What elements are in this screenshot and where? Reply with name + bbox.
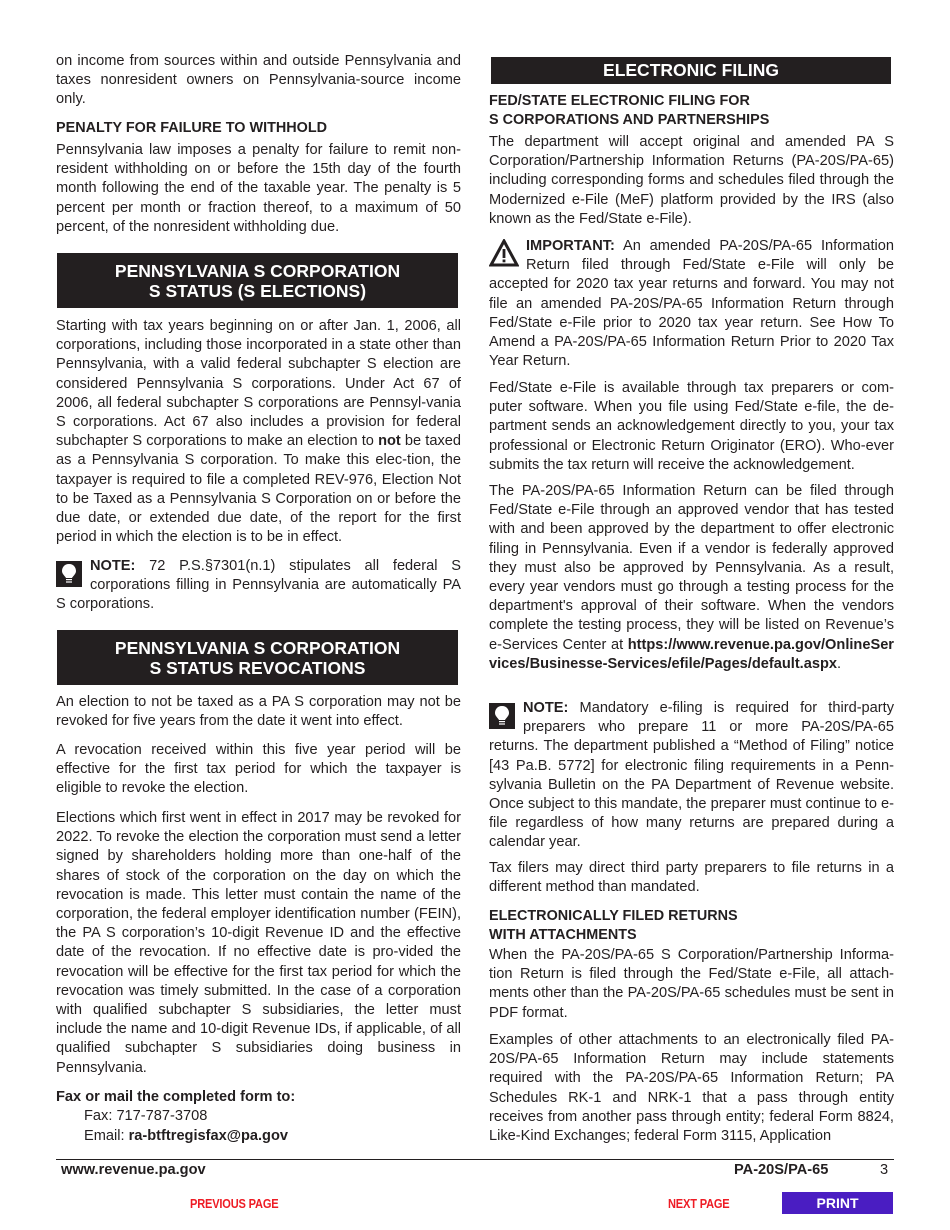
revocations-section-header	[57, 630, 458, 685]
important-body: An amended PA-20S/PA-65 Information Return filed through Fed/State e-File will only be accepted for 2020 tax year returns and forward. You may not file an amended PA-20S/PA-65 Information Return through Fed/State e-File prior to 2020 tax year return. See How To Amend a PA-20S/PA-65 Information Return Prior to 2020 Tax Year Return.	[489, 238, 894, 370]
page-number: 3	[880, 1162, 889, 1178]
s-elections-header-line2: S STATUS (S ELECTIONS)	[148, 281, 367, 301]
fedstate-heading	[489, 92, 769, 130]
penalty-heading: PENALTY FOR FAILURE TO WITHHOLD	[56, 120, 328, 136]
s-elections-bold-not: not	[378, 433, 401, 450]
attachments-heading-line2: WITH ATTACHMENTS	[489, 927, 637, 943]
footer-divider	[56, 1159, 894, 1160]
note1-body: 72 P.S.§7301(n.1) stipulates all federal S corporations filling in Pennsylvania are automatically PA S corporations.	[56, 558, 461, 613]
revocations-paragraph-1: An election to not be taxed as a PA S corporation may not be revoked for five years from the date it went into effect.	[56, 694, 461, 730]
attachments-heading	[489, 907, 738, 945]
s-elections-text-1: Starting with tax years beginning on or after Jan. 1, 2006, all corporations, including those incorporated in a state other than Pennsylvania, with a valid federal subchapter S election are considered Pennsylvania S corporations. Under Act 67 of 2006, all federal subchapter S corporations are Pennsyl-vania S corporations. Act 67 also includes a provision for federal subchapter S corporations to make an election to	[56, 318, 461, 450]
print-button[interactable]: PRINT	[782, 1192, 893, 1214]
fax-line	[84, 1107, 207, 1126]
fax-label: Fax:	[84, 1108, 117, 1124]
revocations-paragraph-3: Elections which first went in effect in 2017 may be revoked for 2022. To revoke the election the corporation must send a letter signed by shareholders holding more than one-half of the shares of stock of the corporation on the day on which the revocation is made. This letter must contain the name of the corporation, the federal employer identification number (FEIN), the PA S corporation’s 10-digit Revenue ID and the effective date of the revocation. If no effective date is pro-vided the revocation will be effective for the first tax period for which the revocation was timely submitted. In the case of a corporation with qualified subchapter S subsidiaries, the letter must include the name and 10-digit Revenue IDs, if applicable, of all qualified subchapter S subsidiaries doing business in Pennsylvania.	[56, 810, 461, 1076]
email-address[interactable]: ra-btftregisfax@pa.gov	[128, 1128, 288, 1144]
lightbulb-icon	[489, 703, 515, 729]
note1-label: NOTE:	[90, 558, 136, 574]
important-callout	[489, 237, 894, 371]
third-party-paragraph: Tax filers may direct third party preparers to file returns in a different method than mandated.	[489, 860, 894, 896]
footer-website: www.revenue.pa.gov	[61, 1162, 206, 1178]
note1-text	[56, 557, 461, 615]
vendor-text: The PA-20S/PA-65 Information Return can be filed through Fed/State e-File through an approved vendor that has tested with and been approved by the department to offer electronic filing in Pennsylvania. Even if a vendor is federally approved they must also be approved by Pennsylvania. As a result, every year vendors must go through a testing process for the department's approval of their software. When the vendors complete the testing process, they will be listed on Revenue’s e-Services Center at	[489, 483, 894, 653]
s-elections-paragraph	[56, 317, 461, 547]
s-elections-section-header	[57, 253, 458, 308]
s-elections-text-2: be taxed as a Pennsylvania S corporation. To make this elec-tion, the taxpayer is required to file a completed REV-976, Election Not to be Taxed as a Pennsylvania S Corporation on or before the due date, or extended due date, of the report for the first period in which the election is to be in effect.	[56, 433, 462, 546]
attachments-paragraph: When the PA-20S/PA-65 S Corporation/Partnership Informa-tion Return is filed through the Fed/State e-File, all attach-ments other than the PA-20S/PA-65 schedules must be sent in PDF format.	[489, 947, 894, 1021]
fedstate-paragraph: The department will accept original and amended PA S Corporation/Partnership Information Returns (PA-20S/PA-65) including corresponding forms and schedules filed through the Modernized e-File (MeF) platform provided by the IRS (also known as the Fed/State e-File).	[489, 134, 894, 227]
previous-page-link[interactable]: PREVIOUS PAGE	[190, 1196, 279, 1211]
note2-text	[489, 699, 894, 853]
availability-paragraph: Fed/State e-File is available through tax preparers or com-puter software. When you file using Fed/State e-file, the de-partment sends an acknowledgement directly to you, your tax professional or Electronic Return Originator (ERO). Who-ever submits the tax return will receive the acknowledgement.	[489, 380, 894, 473]
note2-label: NOTE:	[523, 700, 569, 716]
note2-body: Mandatory e-filing is required for third-party preparers who prepare 11 or more PA-20S/PA-65 returns. The department published a “Method of Filing” notice [43 Pa.B. 5772] for electronic filing requirements in a Penn-sylvania Bulletin on the PA Department of Revenue website. Once subject to this mandate, the preparer must continue to e-file regardless of how many returns are prepared during a calendar year.	[489, 700, 894, 851]
penalty-paragraph: Pennsylvania law imposes a penalty for failure to remit non-resident withholding on or before the 15th day of the fourth month following the end of the taxable year. The penalty is 5 percent per month or fraction thereof, to a maximum of 50 percent, of the nonresident withholding due.	[56, 142, 461, 235]
fax-mail-heading: Fax or mail the completed form to:	[56, 1089, 296, 1105]
important-text	[489, 237, 894, 371]
revocations-paragraph-2: A revocation received within this five year period will be effective for the first tax period for which the taxpayer is eligible to revoke the election.	[56, 742, 461, 797]
vendor-paragraph	[489, 482, 894, 674]
revocations-header-line1: PENNSYLVANIA S CORPORATION	[114, 638, 401, 658]
email-label: Email:	[84, 1128, 129, 1144]
lightbulb-icon	[56, 561, 82, 587]
next-page-link[interactable]: NEXT PAGE	[668, 1196, 730, 1211]
note-callout-1	[56, 557, 461, 615]
footer-form-name: PA-20S/PA-65	[734, 1162, 829, 1178]
electronic-filing-section-header: ELECTRONIC FILING	[491, 57, 891, 84]
attachments-heading-line1: ELECTRONICALLY FILED RETURNS	[489, 908, 738, 924]
examples-paragraph: Examples of other attachments to an electronically filed PA-20S/PA-65 Information Return may include statements required with the PA-20S/PA-65 Information Return; PA Schedules RK-1 and NRK-1 that a pass through entity receives from another pass through entity; federal Form 8824, Like-Kind Exchanges; federal Form 3115, Application	[489, 1032, 894, 1145]
fedstate-heading-line1: FED/STATE ELECTRONIC FILING FOR	[489, 93, 750, 109]
email-line	[84, 1127, 288, 1146]
s-elections-header-line1: PENNSYLVANIA S CORPORATION	[114, 261, 401, 281]
fedstate-heading-line2: S CORPORATIONS AND PARTNERSHIPS	[489, 112, 770, 128]
vendor-period: .	[837, 655, 842, 672]
fax-number: 717-787-3708	[116, 1108, 208, 1124]
intro-paragraph: on income from sources within and outside Pennsylvania and taxes nonresident owners on Pennsylvania-source income only.	[56, 53, 461, 108]
important-label: IMPORTANT:	[526, 238, 615, 254]
revocations-header-line2: S STATUS REVOCATIONS	[149, 658, 366, 678]
efile-vendor-link[interactable]: https://www.revenue.pa.gov/OnlineServices/Businesse-Services/efile/Pages/default.aspx	[489, 636, 894, 672]
note-callout-2	[489, 699, 894, 853]
warning-triangle-icon	[489, 239, 519, 267]
